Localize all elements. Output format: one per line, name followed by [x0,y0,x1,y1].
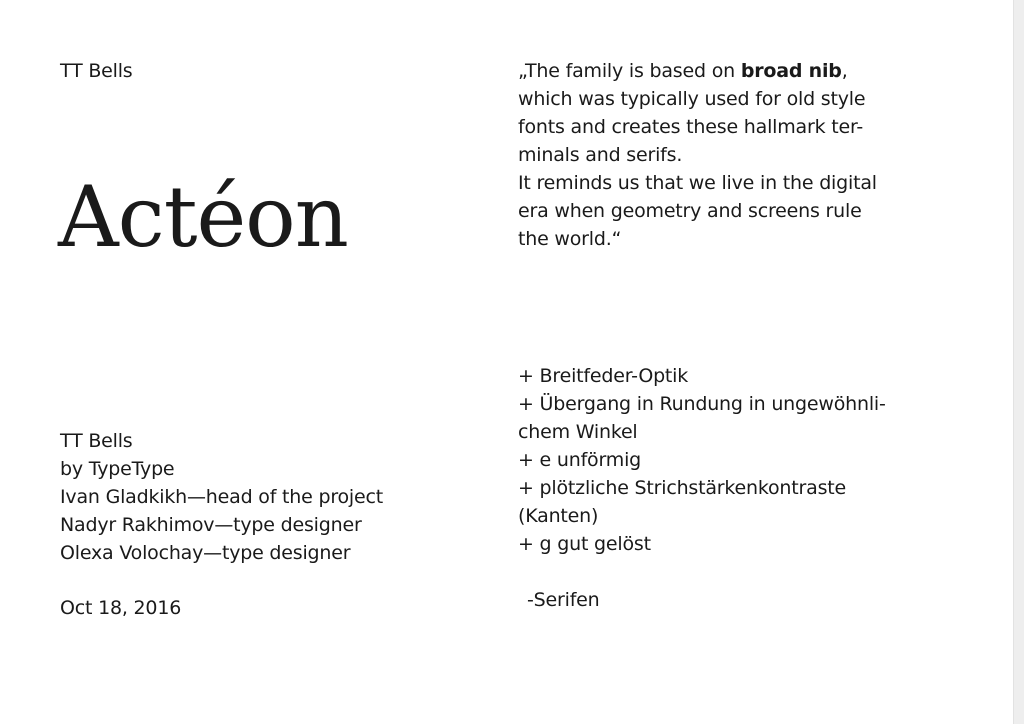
quote-line: which was typically used for old style [518,88,866,110]
note-line: + Übergang in Rundung in ungewöhnli- [518,393,886,415]
note-line: + plötzliche Strichstärkenkontraste [518,477,847,499]
quote-suffix: , [841,60,848,82]
type-specimen-word: Actéon [58,168,348,266]
font-name-text: TT Bells [60,60,133,82]
note-minus-line: -Serifen [527,589,600,611]
credit-line: by TypeType [60,458,175,480]
quote-line: era when geometry and screens rule [518,200,862,222]
quote-line: fonts and creates these hallmark ter- [518,116,864,138]
credit-line: Nadyr Rakhimov—type designer [60,514,362,536]
page-edge [1013,0,1024,724]
note-line: + g gut gelöst [518,533,651,555]
quote-bold-term: broad nib [740,60,842,82]
quote-block [518,57,877,253]
credit-line: TT Bells [60,430,133,452]
font-name-label [60,57,133,85]
quote-line: minals and serifs. [518,144,683,166]
note-line: + e unförmig [518,449,642,471]
credit-line: Ivan Gladkikh—head of the project [60,486,383,508]
note-line: (Kanten) [518,505,599,527]
credit-line: Olexa Volochay—type designer [60,542,351,564]
quote-line: It reminds us that we live in the digital [518,172,877,194]
date-block [60,594,181,622]
quote-line [518,57,877,85]
notes-block [518,362,886,614]
note-line: + Breitfeder-Optik [518,365,689,387]
note-line: chem Winkel [518,421,638,443]
quote-prefix: „The family is based on [518,60,741,82]
date-text: Oct 18, 2016 [60,597,182,619]
credits-block [60,427,383,567]
quote-line: the world.“ [518,228,622,250]
